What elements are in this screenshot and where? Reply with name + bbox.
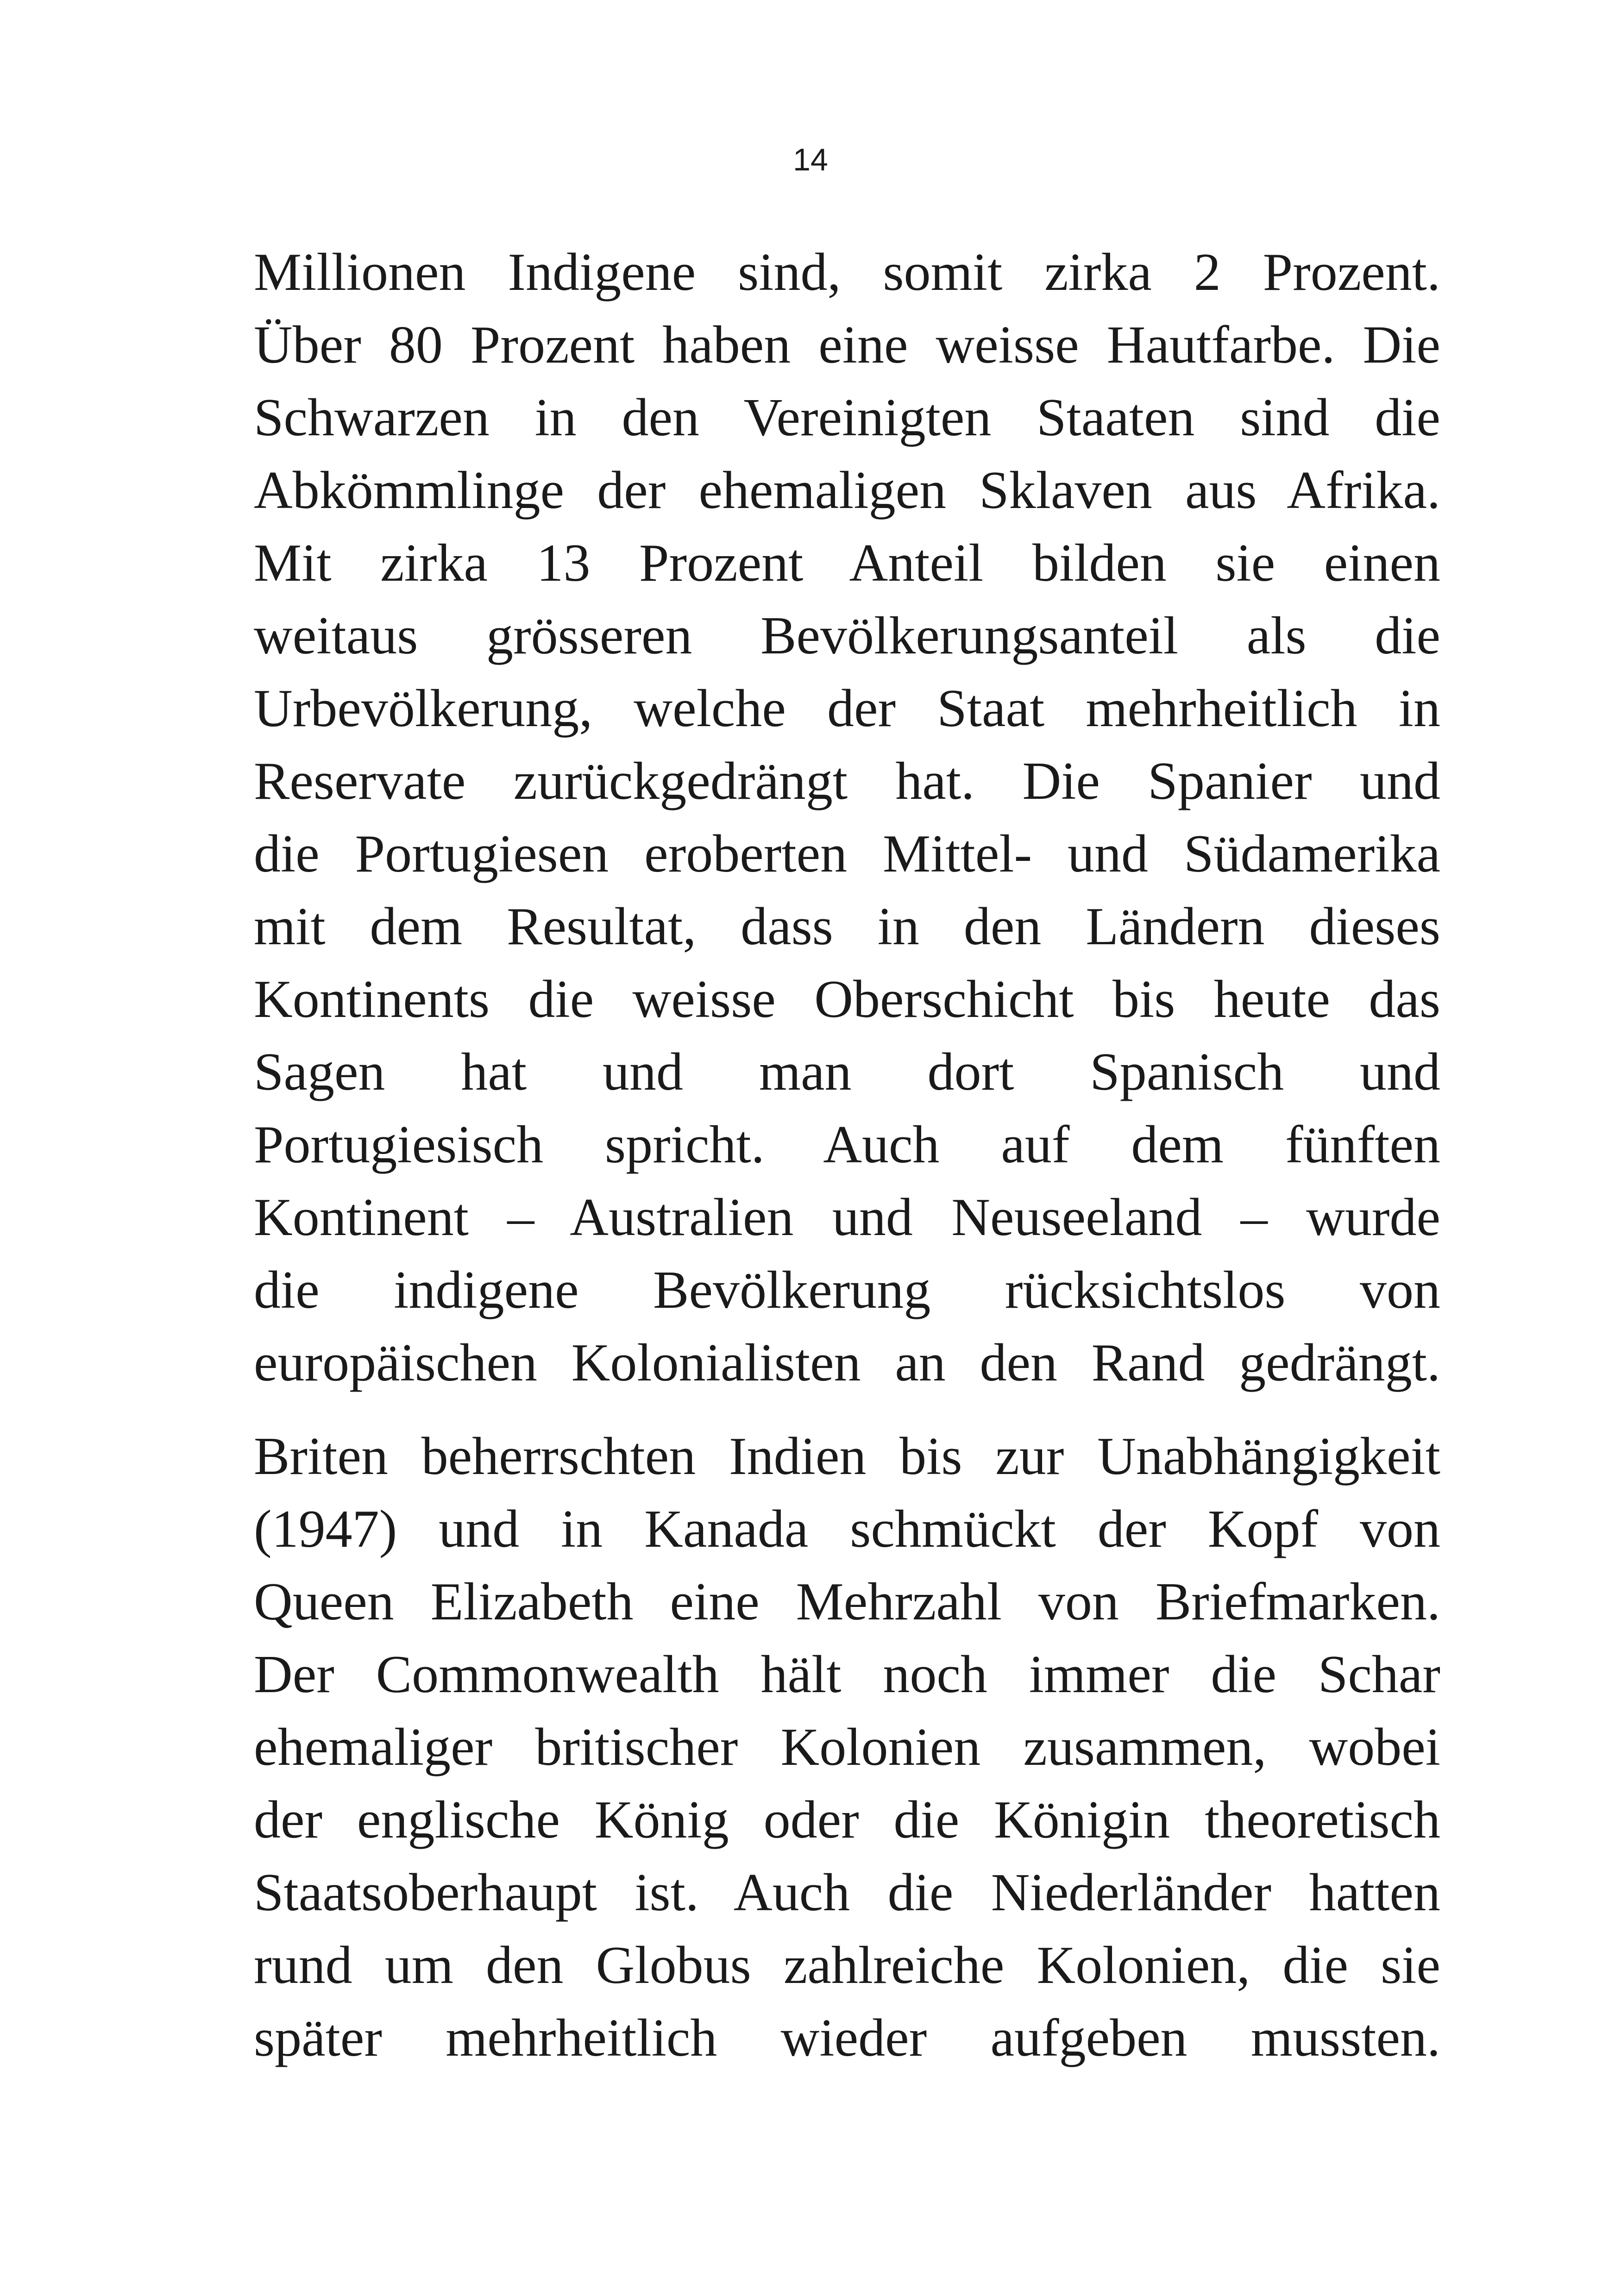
- text-line: Staatsoberhaupt ist. Auch die Niederländer hatten: [254, 1863, 1440, 1922]
- text-line: (1947) und in Kanada schmückt der Kopf von: [254, 1499, 1440, 1559]
- text-line: ehemaliger britischer Kolonien zusammen, wobei: [254, 1718, 1440, 1777]
- paragraph-2: [254, 1420, 1440, 2075]
- text-line: Kontinent – Australien und Neuseeland – wurde: [254, 1188, 1440, 1247]
- text-line: weitaus grösseren Bevölkerungsanteil als die: [254, 606, 1440, 665]
- paragraph-1: [254, 236, 1440, 1399]
- text-line: der englische König oder die Königin theoretisch: [254, 1790, 1440, 1850]
- page-number: 14: [793, 142, 828, 177]
- text-line: die indigene Bevölkerung rücksichtslos von: [254, 1261, 1440, 1320]
- text-line: Über 80 Prozent haben eine weisse Hautfarbe. Die: [254, 315, 1440, 375]
- text-line: Briten beherrschten Indien bis zur Unabhängigkeit: [254, 1427, 1440, 1486]
- text-line: Sagen hat und man dort Spanisch und: [254, 1042, 1440, 1102]
- body-text: [254, 236, 1440, 2075]
- text-line: mit dem Resultat, dass in den Ländern dieses: [254, 897, 1440, 956]
- text-line: die Portugiesen eroberten Mittel- und Südamerika: [254, 824, 1440, 884]
- text-line: Urbevölkerung, welche der Staat mehrheitlich in: [254, 679, 1440, 738]
- text-line: europäischen Kolonialisten an den Rand gedrängt.: [254, 1333, 1440, 1393]
- text-line: Reservate zurückgedrängt hat. Die Spanier und: [254, 752, 1440, 811]
- text-line: Der Commonwealth hält noch immer die Schar: [254, 1645, 1440, 1704]
- text-line: Queen Elizabeth eine Mehrzahl von Briefmarken.: [254, 1572, 1440, 1631]
- text-line: rund um den Globus zahlreiche Kolonien, die sie: [254, 1936, 1440, 1995]
- text-line: Schwarzen in den Vereinigten Staaten sind die: [254, 388, 1440, 447]
- text-line: Kontinents die weisse Oberschicht bis heute das: [254, 970, 1440, 1029]
- text-line: später mehrheitlich wieder aufgeben mussten.: [254, 2008, 1440, 2068]
- text-line: Portugiesisch spricht. Auch auf dem fünften: [254, 1115, 1440, 1174]
- text-line: Mit zirka 13 Prozent Anteil bilden sie einen: [254, 533, 1440, 593]
- text-line: Millionen Indigene sind, somit zirka 2 Prozent.: [254, 243, 1440, 302]
- text-line: Abkömmlinge der ehemaligen Sklaven aus Afrika.: [254, 461, 1440, 520]
